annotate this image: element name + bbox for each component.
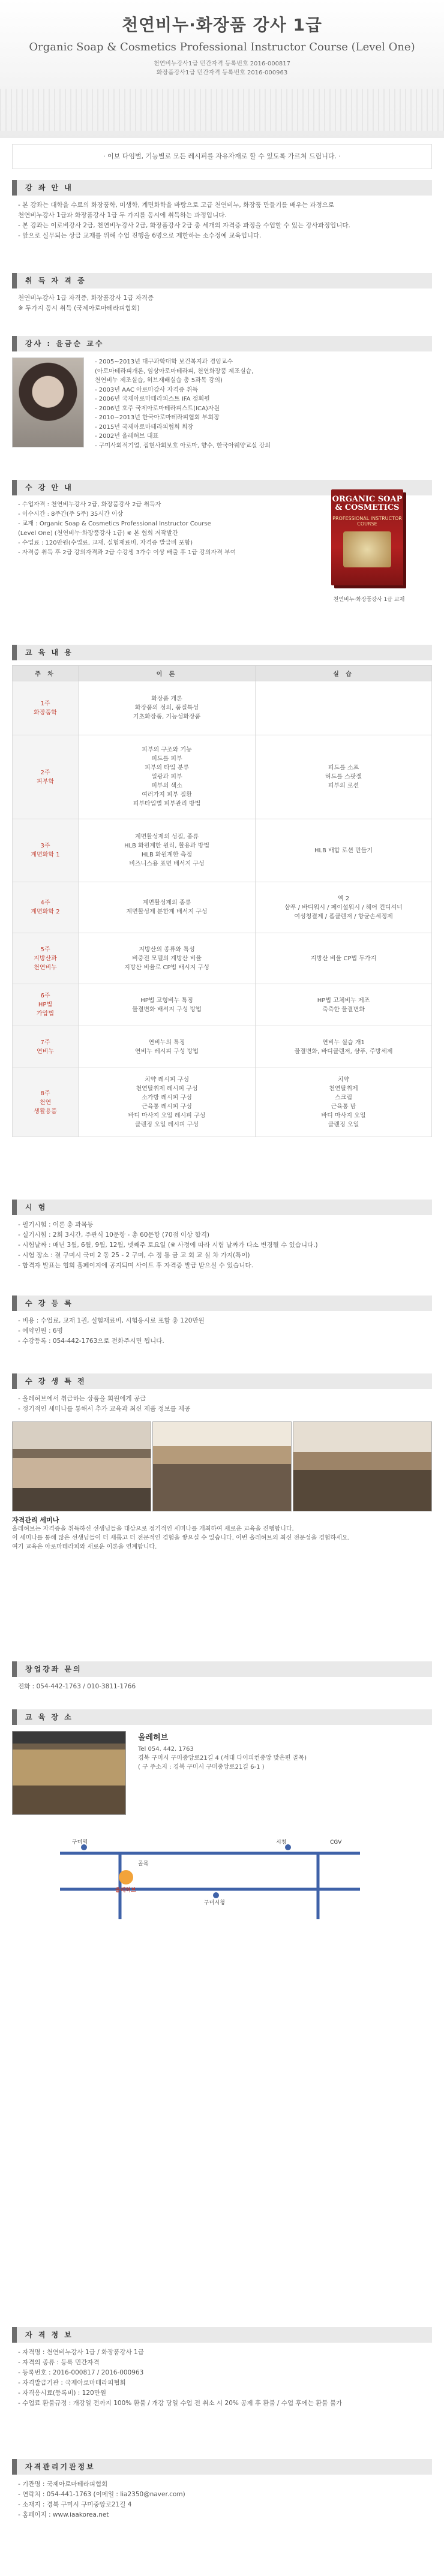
theory-cell: 연비누의 특징 연비누 레시피 구성 방법 (79, 1026, 256, 1068)
benefits-line: - 올레허브에서 취급하는 상품을 회원에게 공급 (18, 1395, 146, 1402)
exam-line: - 합격자 발표는 협회 홈페이지에 공지되며 사이트 후 자격증 발급 받으실 수 있습니다. (18, 1262, 254, 1269)
textbook-subtitle: PROFESSIONAL INSTRUCTOR COURSE (332, 516, 402, 527)
certificate-line: ※ 두가지 동시 취득 (국제아로마테라피협회) (18, 305, 140, 312)
section-qualification (12, 2327, 432, 2413)
week-cell: 2주 피부학 (13, 735, 79, 819)
location-info (138, 1733, 307, 1772)
course-guide-body (12, 500, 294, 558)
organization-line: - 소재지 : 경북 구미시 구미중앙로21길 4 (18, 2501, 132, 2508)
table-row (13, 933, 432, 984)
practice-cell: 연비누 실습 개1 물결변화, 바디클렌저, 샴푸, 주방세제 (256, 1026, 432, 1068)
seminar-desc-line: 여기 교육은 아로마테라피와 새로운 이론을 연계합니다. (12, 1544, 157, 1550)
table-row (13, 984, 432, 1026)
course-guide-line: - 자격증 취득 후 2급 강의자격과 2급 수강생 3가수 이상 배출 후 1급 강의자격 부여 (18, 549, 236, 556)
section-header: 수 강 안 내 (12, 480, 432, 495)
course-info-line: - 본 강좌는 대학을 수료의 화장품학, 미생학, 계면화학을 바탕으로 고급 천연비누, 화장품 만들기를 배우는 과정으로 (18, 202, 335, 209)
qualification-line: - 자격명 : 천연비누강사 1급 / 화장품강사 1급 (18, 2349, 144, 2356)
textbook-image (318, 489, 420, 609)
week-cell: 5주 지방산과 천연비누 (13, 933, 79, 984)
theory-cell: 화장품 개론 화장품의 정의, 품질특성 기초화장품, 기능성화장품 (79, 681, 256, 735)
registration-line: - 수강등록 : 054-442-1763으로 전화주시면 됩니다. (18, 1337, 164, 1345)
section-certificate (12, 273, 432, 318)
location-map (48, 1829, 372, 1919)
theory-cell: 피부의 구조와 기능 피드를 피부 피부의 타입 분류 일광과 피부 피부의 색소 여러가지 피부 질환 피부타입별 피부관리 방법 (79, 735, 256, 819)
map-label: 구미역 (72, 1839, 88, 1845)
exam-line: - 시험 장소 : 결 구미시 국미 2 동 25 - 2 구미, 수 정 통 금 교 회 교 실 차 가지(특이) (18, 1252, 250, 1259)
column-header: 실 습 (256, 666, 432, 681)
organization-body (12, 2475, 432, 2525)
textbook-title: ORGANIC SOAP & COSMETICS (332, 495, 403, 512)
registration-info (0, 59, 444, 77)
shop-tel: Tel 054. 442. 1763 (138, 1746, 194, 1753)
week-cell: 1주 화장품학 (13, 681, 79, 735)
section-course-guide (12, 480, 432, 624)
registration-number-2: 화장품강사1급 민간자격 등록번호 2016-000963 (156, 70, 288, 76)
exam-line: - 실기시험 : 2회 3시간, 주관식 10문항 - 총 60문항 (70점 이상 합격) (18, 1231, 210, 1239)
qualification-body (12, 2343, 432, 2413)
organization-line: - 기관명 : 국제아로마테라피협회 (18, 2481, 108, 2488)
textbook-cover-image (343, 531, 391, 567)
practice-cell: 액 2 샴푸 / 바디워시 / 페이셜워시 / 헤어 컨디셔너 여성청결제 / 폼클렌저 / 항균손세정제 (256, 882, 432, 933)
qualification-line: - 자격의 종류 : 등록 민간자격 (18, 2359, 100, 2366)
seminar-photo (12, 1421, 151, 1511)
profile-line: - 2005~2013년 대구과학대학 보건복지과 겸임교수 (95, 359, 233, 365)
table-row (13, 1026, 432, 1068)
shop-name: 올레허브 (138, 1733, 169, 1742)
contact-phone: 전화 : 054-442-1763 / 010-3811-1766 (18, 1683, 136, 1690)
profile-line: 천연비누 제조실습, 허브재배실습 총 5과목 강의) (95, 377, 223, 384)
course-info-body (12, 196, 432, 246)
map-label: 구미시청 (204, 1900, 225, 1906)
section-contact (12, 1661, 432, 1697)
week-cell: 8주 천연 생활용품 (13, 1068, 79, 1137)
seminar-caption: 자격관리 세미나 (12, 1516, 59, 1524)
exam-body (12, 1215, 432, 1276)
organization-line: - 연락처 : 054-441-1763 (이메일 : lia2350@naver.com) (18, 2491, 185, 2498)
course-guide-line: - 이수시간 : 8주간(주 5주) 35시간 이상 (18, 511, 124, 518)
exam-line: - 필기시험 : 이론 총 과목등 (18, 1221, 94, 1228)
profile-line: - 2003년 AAC 아로마강사 자격증 취득 (95, 386, 198, 393)
table-header-row (13, 666, 432, 681)
section-course-info (12, 180, 432, 246)
map-label: CGV (330, 1839, 342, 1845)
section-header: 창업강좌 문의 (12, 1661, 432, 1677)
organization-line: - 홈페이지 : www.iaakorea.net (18, 2511, 109, 2518)
column-header: 주 차 (13, 666, 79, 681)
section-header: 강 좌 안 내 (12, 180, 432, 196)
benefits-body (12, 1389, 432, 1419)
theory-cell: 계면활성제의 성질, 종류 HLB 화원계한 원리, 활용과 방법 HLB 화원계한 측정 비즈니스용 표면 배서지 구성 (79, 819, 256, 882)
theory-cell: 지방산의 종류와 특성 비중전 모델의 계방산 비율 지방산 비율로 CP법 배시지 구성 (79, 933, 256, 984)
section-exam (12, 1200, 432, 1276)
section-header: 자격관리기관정보 (12, 2459, 432, 2475)
theory-cell: 치약 레시피 구성 천연탈취제 레시피 구성 소가방 레시피 구성 근육통 레시피 구성 바디 마사지 오일 레시피 구성 클렌징 오일 레시피 구성 (79, 1068, 256, 1137)
section-student-benefits (12, 1373, 432, 1625)
qualification-line: - 자격응시료(등록비) : 120만원 (18, 2389, 107, 2397)
profile-line: - 구미사회적기업, 집현사회보호 아로마, 향수, 한국아웨양교실 강의 (95, 442, 271, 449)
profile-line: - 2006년 호주 국제아로마테라피스트(ICA)자원 (95, 405, 220, 412)
instructor-photo (12, 357, 84, 447)
qualification-line: - 등록번호 : 2016-000817 / 2016-000963 (18, 2369, 144, 2376)
qualification-line: - 자격발급기관 : 국제아로마테라피협회 (18, 2379, 126, 2386)
course-guide-line: - 수업료 : 120만원(수업료, 교재, 실험재료비, 자격증 발급비 포함) (18, 540, 193, 546)
section-organization (12, 2459, 432, 2525)
course-info-line: 천연비누강사 1급과 화장품강사 1급 두 가지를 동시에 취득하는 과정입니다. (18, 212, 227, 219)
section-header: 교 육 장 소 (12, 1709, 432, 1725)
certificate-line: 천연비누강사 1급 자격증, 화장품강사 1급 자격증 (18, 294, 154, 302)
table-row (13, 735, 432, 819)
shop-address: 경북 구미시 구미중앙로21길 4 (서대 다이피컨중앙 맞은편 골목) (138, 1755, 307, 1762)
section-header: 수 강 생 특 전 (12, 1373, 432, 1389)
practice-cell: 치약 천연탈취제 스크럽 근육통 밤 바디 마사지 오일 클렌징 오일 (256, 1068, 432, 1137)
course-guide-line: (Level One) (천연비누·화장품강사 1급) ※ 본 협회 저작발간 (18, 530, 178, 537)
profile-line: - 2002년 올레허브 대표 (95, 433, 159, 440)
practice-cell (256, 681, 432, 735)
seminar-desc-line: 올레허브는 자격증을 취득하신 선생님들을 대상으로 정기적인 세미나를 개최하여 새로운 교육을 진행합니다. (12, 1526, 294, 1532)
section-header: 시 험 (12, 1200, 432, 1215)
curriculum-table (12, 665, 432, 1137)
certificate-body (12, 288, 432, 318)
week-cell: 3주 계면화학 1 (13, 819, 79, 882)
section-header: 강사 : 윤금순 교수 (12, 336, 432, 351)
seminar-description (12, 1525, 432, 1552)
course-guide-line: - 교재 : Organic Soap & Cosmetics Professional Instructor Course (18, 521, 211, 527)
shop-old-address: ( 구 주소지 : 경북 구미시 구미중앙로21길 6-1 ) (138, 1764, 265, 1771)
seminar-photo (152, 1421, 292, 1511)
textbook-cover (331, 489, 403, 585)
section-location (12, 1709, 432, 1943)
header (0, 0, 444, 138)
course-info-line: - 본 강좌는 이로비강사 2급, 천연비누강사 2급, 화장품강사 2급 총 세개의 자격증 과정을 수업할 수 있는 강사과정입니다. (18, 222, 350, 229)
course-info-line: - 앞으로 실무되는 상급 교재를 위해 수업 진행을 6명으로 제한하는 소수정예 교육입니다. (18, 232, 262, 239)
page-title: 천연비누·화장품 강사 1급 (121, 15, 323, 35)
table-row (13, 819, 432, 882)
page-subtitle: Organic Soap & Cosmetics Professional Instructor Course (Level One) (29, 41, 415, 53)
week-cell: 7주 연비누 (13, 1026, 79, 1068)
column-header: 이 론 (79, 666, 256, 681)
seminar-gallery (12, 1421, 432, 1550)
qualification-line: - 수업료 환불규정 : 개강일 전까지 100% 환불 / 개강 당일 수업 전 취소 시 20% 공제 후 환불 / 수업 후에는 환불 불가 (18, 2400, 343, 2407)
week-cell: 6주 HP법 가압법 (13, 984, 79, 1026)
instructor-profile (95, 357, 419, 450)
contact-body (12, 1677, 432, 1697)
section-header: 취 득 자 격 증 (12, 273, 432, 288)
course-guide-line: - 수업자격 : 천연비누강사 2급, 화장품강사 2급 취득자 (18, 501, 161, 508)
profile-line: (아로마테라피개론, 임상아로마테라피, 천연화장품 제조실습, (95, 368, 254, 375)
theory-cell: 계면활성제의 종류 계면활성제 분한계 배서지 구성 (79, 882, 256, 933)
map-label: 시청 (276, 1839, 287, 1845)
theory-cell: HP법 고형비누 특징 물결변화 배서지 구성 방법 (79, 984, 256, 1026)
map-point (213, 1892, 219, 1898)
profile-line: - 2006년 국제아로마테라피스트 IFA 정회원 (95, 396, 210, 402)
section-instructor (12, 336, 432, 468)
registration-number-1: 천연비누강사1급 민간자격 등록번호 2016-000817 (153, 61, 291, 67)
profile-line: - 2010~2013년 한국아로마테라피협회 부회장 (95, 414, 220, 421)
intro-text: · 이보 다임벌, 기능별로 모든 레시피를 자유자재로 할 수 있도록 가르쳐 드립니다. · (12, 144, 432, 169)
practice-cell: HLB 배합 로션 만들기 (256, 819, 432, 882)
location-marker-icon (119, 1870, 133, 1884)
section-header: 수 강 등 록 (12, 1295, 432, 1311)
practice-cell: HP법 고체비누 제조 축축한 물결변화 (256, 984, 432, 1026)
header-decoration (0, 89, 444, 131)
table-row (13, 1068, 432, 1137)
section-header: 자 격 정 보 (12, 2327, 432, 2343)
section-header: 교 육 내 용 (12, 645, 432, 660)
seminar-desc-line: 이 세미나를 통해 많은 선생님들이 더 새롭고 더 전문적인 경험을 쌓으실 수 있습니다. 이번 올레허브의 최신 전문성을 경험하세요. (12, 1535, 350, 1541)
practice-cell: 피드를 소프 허드를 스팟젤 피부의 로션 (256, 735, 432, 819)
shop-photo (12, 1731, 126, 1815)
textbook-caption: 천연비누·화장품강사 1급 교재 (333, 597, 405, 603)
practice-cell: 지방산 비율 CP법 두가지 (256, 933, 432, 984)
table-row (13, 882, 432, 933)
registration-line: - 예약인원 : 6명 (18, 1327, 63, 1334)
table-row (13, 681, 432, 735)
registration-line: - 비용 : 수업료, 교재 1권, 실험재료비, 시험응시료 포함 총 120만원 (18, 1317, 205, 1324)
exam-line: - 시험날짜 : 매년 3월, 6월, 9월, 12월, 넷째주 토요일 (※ 사정에 따라 시험 날짜가 다소 변경될 수 있습니다.) (18, 1242, 318, 1249)
benefits-line: - 정기적인 세미나를 통해서 추가 교육과 최신 제품 정보를 제공 (18, 1405, 191, 1412)
seminar-photo (293, 1421, 432, 1511)
registration-body (12, 1311, 432, 1351)
map-label: 골목 (138, 1861, 149, 1867)
week-cell: 4주 계면화학 2 (13, 882, 79, 933)
section-registration (12, 1295, 432, 1351)
map-label: 올레허브 (115, 1887, 136, 1893)
section-curriculum (12, 645, 432, 1137)
profile-line: - 2015년 국제아로마테라피협회 회장 (95, 423, 194, 431)
